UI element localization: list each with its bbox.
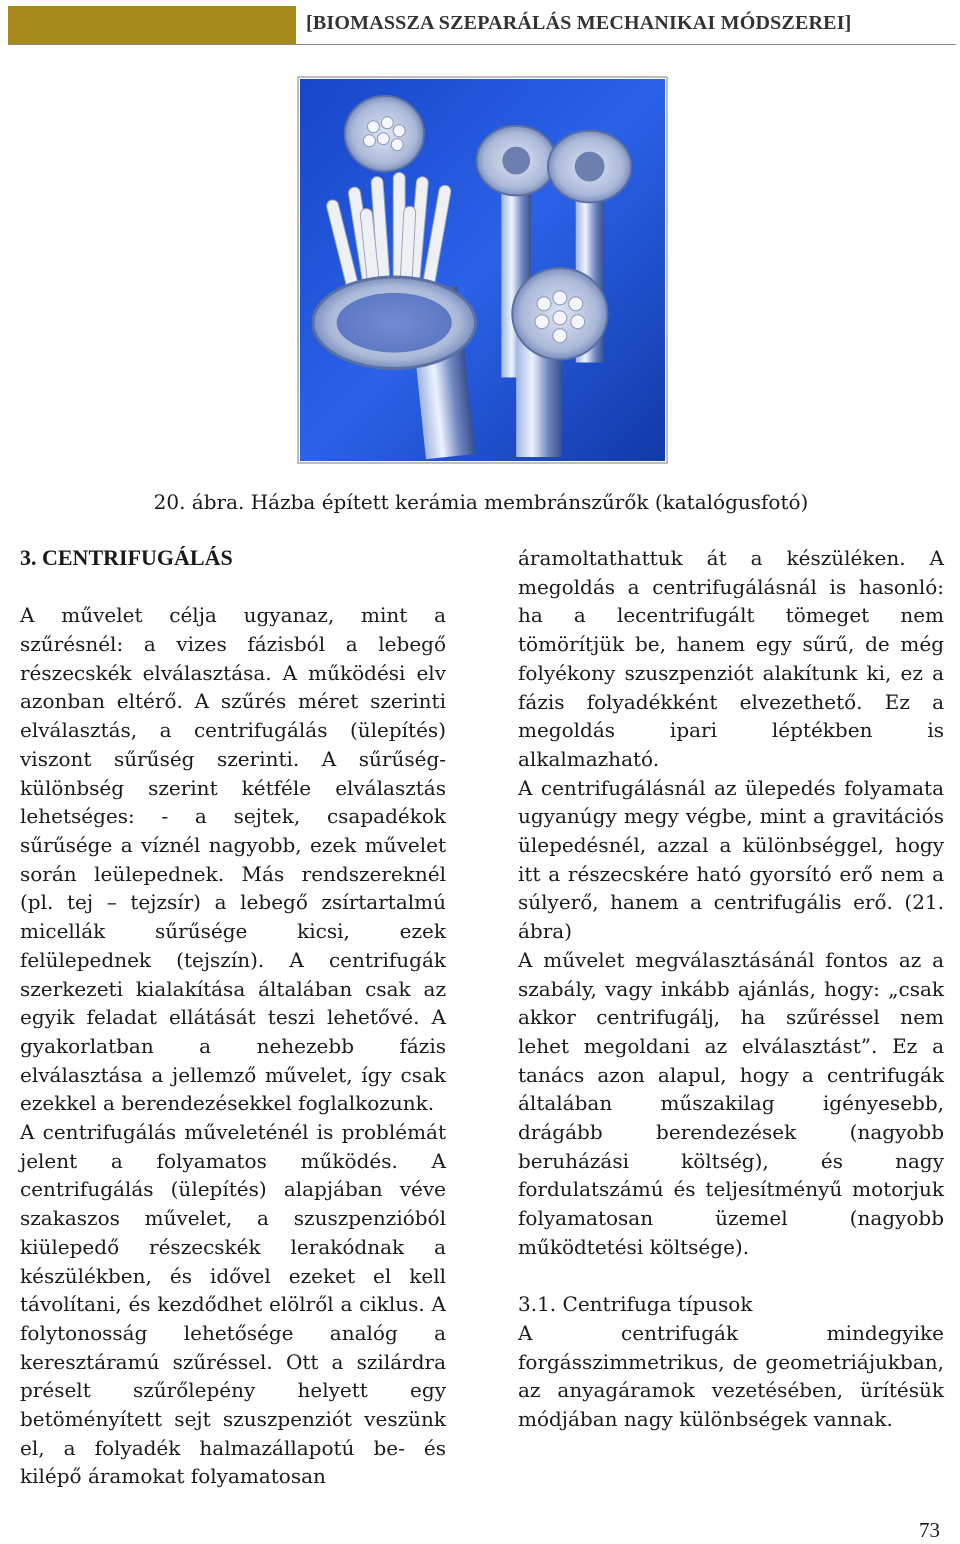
page-number: 73 <box>919 1518 940 1542</box>
figure-photo <box>297 76 668 464</box>
body-paragraph: A művelet célja ugyanaz, mint a szűrésnél: a vizes fázisból a lebegő részecskék elválasztása. A működési elv azonban eltérő. A szűrés méret szerinti elválasztás, a centrifugálás (ülepítés) viszont sűrűség szerinti. A sűrűség-különbség szerint kétféle elválasztás lehetséges: - a sejtek, csapadékok sűrűsége a víznél nagyobb, ezek művelet során leülepednek. Más rendszereknél (pl. tej – tejzsír) a lebegő zsírtartalmú micellák sűrűsége kicsi, ezek felülepednek (tejszín). A centrifugák szerkezeti kialakítása általában csak az egyik feladat ellátását teszi lehetővé. A gyakorlatban a nehezebb fázis elválasztása a jellemző művelet, így csak ezekkel a berendezésekkel foglalkozunk. <box>20 603 446 1116</box>
subsection-heading: 3.1. Centrifuga típusok <box>518 1292 753 1317</box>
left-column <box>20 544 446 1491</box>
figure-caption: 20. ábra. Házba épített kerámia membránszűrők (katalógusfotó) <box>153 490 809 514</box>
running-header: [BIOMASSZA SZEPARÁLÁS MECHANIKAI MÓDSZEREI] <box>306 12 852 34</box>
body-paragraph: A centrifugák mindegyike forgásszimmetrikus, de geometriájukban, az anyagáramok vezetésében, ürítésük módjában nagy különbségek vannak. <box>518 1320 944 1432</box>
body-paragraph: A centrifugálásnál az ülepedés folyamata ugyanúgy megy végbe, mint a gravitációs ülepedésnél, azzal a különbséggel, hogy itt a részecskére ható gyorsító erő nem a súlyerő, hanem a centrifugális erő. (21. ábra) <box>518 775 944 944</box>
body-paragraph: áramoltathattuk át a készüléken. A megoldás a centrifugálásnál is hasonló: ha a lecentrifugált tömeget nem tömörítjük be, hanem egy sűrű, de még folyékony szuszpenziót alakítunk ki, ez a fázis folyadékként elvezethető. Ez a megoldás ipari léptékben is alkalmazható. <box>518 546 944 771</box>
header-color-bar <box>8 6 296 44</box>
ceramic-membrane-filters-image <box>300 79 665 461</box>
right-column <box>518 544 944 1434</box>
body-paragraph: A művelet megválasztásánál fontos az a szabály, vagy inkább ajánlás, hogy: „csak akkor centrifugálj, ha szűréssel nem lehet megoldani az elválasztást”. Ez a tanács azon alapul, hogy a centrifugák általában műszakilag igényesebb, drágább berendezések (nagyobb beruházási költség), és nagy fordulatszámú és teljesítményű motorjuk folyamatosan üzemel (nagyobb működtetési költsége). <box>518 947 944 1259</box>
header-rule <box>8 44 956 45</box>
section-heading: 3. CENTRIFUGÁLÁS <box>20 545 233 570</box>
paragraph-gap <box>518 1262 944 1291</box>
body-paragraph: A centrifugálás műveleténél is problémát jelent a folyamatos működés. A centrifugálás (ülepítés) alapjában véve szakaszos művelet, a szuszpenzióból kiülepedő részecskék lerakódnak a készülékben, és idővel ezeket el kell távolítani, és kezdődhet elölről a ciklus. A folytonosság lehetősége analóg a keresztáramú szűréssel. Ott a szilárdra préselt szűrőlepény helyett egy betöményített sejt szuszpenziót veszünk el, a folyadék halmazállapotú be- és kilépő áramokat folyamatosan <box>20 1120 446 1489</box>
